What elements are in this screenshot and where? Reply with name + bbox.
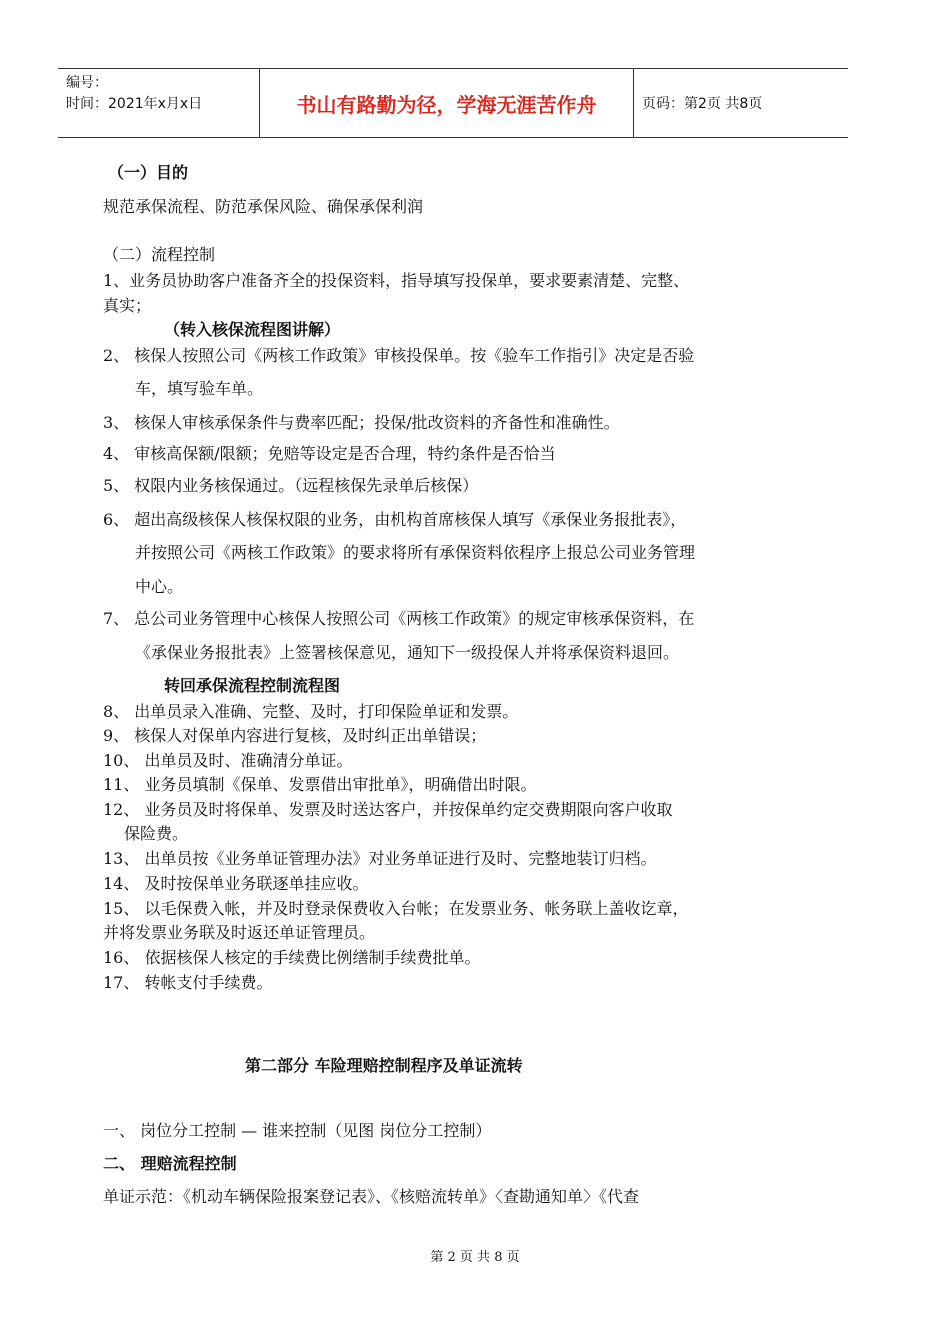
- text-line: 12、 业务员及时将保单、发票及时送达客户，并按保单约定交费期限向客户收取: [103, 800, 673, 819]
- header-meta: [58, 69, 260, 137]
- page-header: [58, 68, 848, 138]
- text-line: 4、 审核高保额/限额；免赔等设定是否合理，特约条件是否恰当: [103, 444, 556, 463]
- section-heading: （一）目的: [108, 163, 189, 182]
- text-line: 7、 总公司业务管理中心核保人按照公司《两核工作政策》的规定审核承保资料，在: [103, 609, 695, 628]
- text-line: 并将发票业务联及时返还单证管理员。: [103, 923, 376, 942]
- text-line: 单证示范：《机动车辆保险报案登记表》、《核赔流转单》〈查勘通知单〉《代查: [103, 1187, 640, 1206]
- section-heading: （二）流程控制: [103, 245, 216, 264]
- sub-heading: （转入核保流程图讲解）: [164, 320, 341, 339]
- page-footer: 第 2 页 共 8 页: [430, 1250, 520, 1265]
- text-line: 2、 核保人按照公司《两核工作政策》审核投保单。按《验车工作指引》决定是否验: [103, 346, 695, 365]
- section-heading: 二、 理赔流程控制: [103, 1154, 237, 1173]
- text-line: 并按照公司《两核工作政策》的要求将所有承保资料依程序上报总公司业务管理: [135, 543, 696, 562]
- text-line: 11、 业务员填制《保单、发票借出审批单》，明确借出时限。: [103, 775, 537, 794]
- text-line: 17、 转帐支付手续费。: [103, 973, 273, 992]
- text-line: 1、业务员协助客户准备齐全的投保资料，指导填写投保单，要求要素清楚、完整、: [103, 271, 690, 290]
- text-line: 5、 权限内业务核保通过。（远程核保先录单后核保）: [103, 476, 479, 495]
- text-line: 《承保业务报批表》上签署核保意见，通知下一级投保人并将承保资料退回。: [135, 643, 680, 662]
- part-heading: 第二部分 车险理赔控制程序及单证流转: [245, 1056, 523, 1075]
- text-line: 15、 以毛保费入帐，并及时登录保费收入台帐；在发票业务、帐务联上盖收讫章，: [103, 899, 689, 918]
- text-line: 8、 出单员录入准确、完整、及时，打印保险单证和发票。: [103, 702, 519, 721]
- section-heading: 一、 岗位分工控制 — 谁来控制（见图 岗位分工控制）: [103, 1121, 492, 1140]
- text-line: 13、 出单员按《业务单证管理办法》对业务单证进行及时、完整地装订归档。: [103, 849, 657, 868]
- text-line: 16、 依据核保人核定的手续费比例缮制手续费批单。: [103, 948, 481, 967]
- text-line: 规范承保流程、防范承保风险、确保承保利润: [103, 197, 424, 216]
- text-line: 3、 核保人审核承保条件与费率匹配；投保/批改资料的齐备性和准确性。: [103, 413, 620, 432]
- header-motto: 书山有路勤为径，学海无涯苦作舟: [260, 69, 634, 137]
- header-date: 时间：2021年x月x日: [66, 96, 203, 112]
- text-line: 中心。: [135, 577, 184, 596]
- text-line: 车，填写验车单。: [135, 379, 264, 398]
- header-page-number: 页码：第2页 共8页: [642, 96, 763, 112]
- text-line: 6、 超出高级核保人核保权限的业务，由机构首席核保人填写《承保业务报批表》，: [103, 510, 687, 529]
- text-line: 保险费。: [124, 824, 189, 843]
- text-line: 14、 及时按保单业务联逐单挂应收。: [103, 874, 369, 893]
- text-line: 10、 出单员及时、准确清分单证。: [103, 751, 353, 770]
- text-line: 真实；: [103, 296, 152, 315]
- text-line: 9、 核保人对保单内容进行复核，及时纠正出单错误；: [103, 726, 487, 745]
- sub-heading: 转回承保流程控制流程图: [164, 676, 341, 695]
- header-number: 编号：: [66, 75, 108, 91]
